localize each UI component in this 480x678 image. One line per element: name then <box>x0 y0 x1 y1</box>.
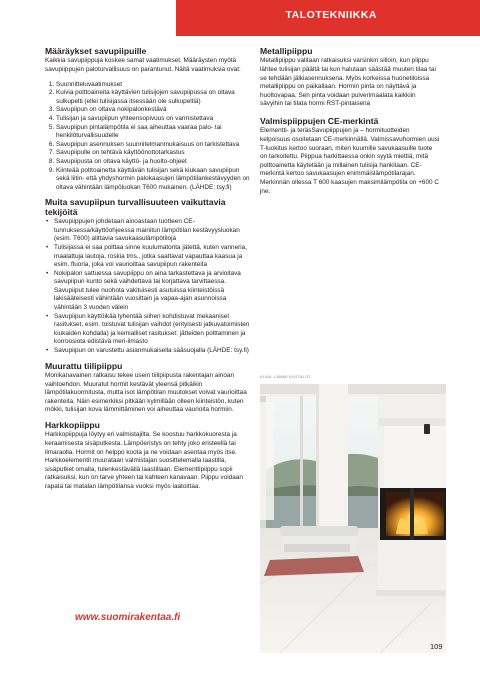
website-link[interactable]: www.suomirakentaa.fi <box>75 612 181 623</box>
block-chimney-text: Harkkopiippuja löytyy eri valmistajilta. Se koostuu harkkokuoresta ja keraamisesta sisäputkesta. Lämpöeristys on tehty joko eristeellä tai ilmaraolla. Hormit on helppo koota ja ne voidaan asentaa myös itse. Harkkoelementit muurataan valmistajan suosittelemalla laastilla, sisäputket omalla, tulenkestävällä laastillaan. Elementtipiippu sopii ratkaisuksi, kun on tarve yhteen tai kahteen kanavaan. Piippu voidaan rapata tai matalan lämpötilansa vuoksi myös laatoittaa. <box>45 431 243 490</box>
list-item: 3. Savupiipun on oltava nokipalonkestävä <box>56 106 250 115</box>
page-number: 109 <box>430 642 443 651</box>
list-item: • Nokipalon sattuessa savupiippu on aina tarkastettava ja arvioitava savupiipun kunto sekä vaihdettava tai korjattava tarvittaessa. Savupiiput tulee nuohota vakituisesti asutuissa kiinteistöissä lakisääteisesti vähintään vuosittain ja vapaa-ajan asunnoissa vähintään 3 vuoden välein <box>54 270 250 313</box>
heading-block-chimney: Harkkopiippu <box>45 420 100 430</box>
safety-factors-list <box>45 218 250 356</box>
heading-other-safety-factors: Muita savupiipun turvallisuuteen vaikuttavia tekijöitä <box>45 197 226 217</box>
heading-regulations: Määräykset savupiipuille <box>45 46 147 56</box>
metal-chimney-text: Metallipiippu valitaan ratkaisuksi varsinkin silloin, kun piippu lähtee tulisijan päältä tai kun halutaan säästää muuten tilaa tai se tehdään jälkiasennuksena. Myös korkeissa huonetiloissa metallipiippu on paikallaan. Hormin pinta on näyttävä ja huoltovapaa. Sen pinta voidaan pulverimaalata kaikkiin sävyihin tai tilata hormi RST-pintaisena <box>260 57 436 108</box>
heading-metal-chimney: Metallipiippu <box>260 46 313 56</box>
brick-chimney-text: Monikanavainen ratkaisu tekee usein tiilipiipusta rakentajan ainoan vaihtoehdon. Muuratut hormit kestävät yleensä pitkäikin lämpötilakuormitusta, mutta isot lämpötilan muutokset voivat vaurioittaa rakenteita. Näin esimerkiksi pitkään kylmillään olleen kiinteistön, kuten mökki, tulisijan kova lämmittäminen voi aiheuttaa vaurioita hormiin. <box>45 372 247 414</box>
list-item: 8. Savupiipusta on oltava käyttö- ja huolto-ohjeet <box>56 158 250 167</box>
fireplace-room-illustration <box>260 384 446 653</box>
regulations-list <box>45 81 250 193</box>
list-item: 5. Savupiipun pintalämpötila ei saa aiheuttaa vaaraa palo- tai henkilöturvallisuudelle <box>56 124 250 141</box>
photo-caption: KUVA: LAMMI KIVITALOT <box>260 374 311 379</box>
fireplace-photo <box>260 384 446 653</box>
list-item: 6. Savupiipun asennuksen suunnitelmanmukaisuus on tarkistettava <box>56 141 250 150</box>
ce-marking-text: Elementti- ja teräsSavupiippujen ja – hormituotteiden kelpoisuus osoitetaan CE-merkinnällä. Valmissavuhormien uusi T-luokitus kertoo suoraan, miten kuumille savukaasuille tuote on tarkoitettu. Piippua harkittaessa onkin syytä miettiä, mitä polttoainetta käytetään ja millainen tulisija hankitaan. CE-merkintä kertoo savukaasujen enimmäislämpötilarajan. Merkinnän ollessa T 600 kaasujen maksimilämpötila on +600 C jne. <box>260 127 440 195</box>
list-item: 4. Tulisijan ja savupiipun yhteensopivuus on varmistettava <box>56 115 250 124</box>
section-header-bar <box>176 0 480 36</box>
list-item: • Savupiipun on varustettu asianmukaisella sääsuojalla (LÄHDE: tsy.fi) <box>54 347 250 356</box>
list-item: 1. Suunnitteluvaatimukset <box>56 81 250 90</box>
list-item: • Savupiippujen johdetaan ainoastaan tuotteen CE-tunnuksessa/käyttöohjeessa mainitun lämpötilan kestävyysluokan (esim. T600) alittavia savukaasulämpötiloja <box>54 218 250 244</box>
list-item: 9. Kiinteää polttoainetta käyttävän tulisijan sekä kiukaan savupiipun sekä liitin- että yhdyshormin palokaasujen lämpötilankestävyyden on oltava vähintään lämpöluokan T600 mukainen. (LÄHDE: tsy.fi) <box>56 167 250 193</box>
heading-brick-chimney: Muurattu tiilipiippu <box>45 360 123 371</box>
regulations-intro: Kaikkia savupiippuja koskee samat vaatimukset. Määräysten myötä savupiippujen paloturvallisuus on parantunut. Näitä vaatimuksia ovat: <box>45 57 241 73</box>
left-column <box>45 47 250 498</box>
heading-ce-marking: Valmispiippujen CE-merkintä <box>260 115 379 126</box>
right-column <box>260 47 440 202</box>
list-item: 2. Kuivia polttoaineita käyttävien tulisijojen savupiipussa on oltava sulkupelti (ellei tulisijassa itsessään ole sulkupeltiä) <box>56 89 250 106</box>
list-item: 7. Savupiipulle on tehtävä käyttöönottotarkastus <box>56 149 250 158</box>
list-item: • Tulisijassa ei saa polttaa sinne kuulumatonta jätettä, kuten vanneria, maalattuja lautoja, roskia tms., jotka saattavat vapauttaa kaasua ja esim. fluoria, joka voi vaurioittaa savupiipun rakenteita <box>54 244 250 270</box>
list-item: • Savupiipun käyttöikää lyhentää siihen kohdistuvat mekaaniset rasitukset, esim. toistuvat tulisijan vaihdot (erityisesti jatkuvatoimisten kiukaiden kohdalla) ja kemialliset rasitukset: jätteiden polttaminen ja korroosiota edistävä meri-ilmasto <box>54 313 250 347</box>
section-title: TALOTEKNIIKKA <box>285 9 377 21</box>
